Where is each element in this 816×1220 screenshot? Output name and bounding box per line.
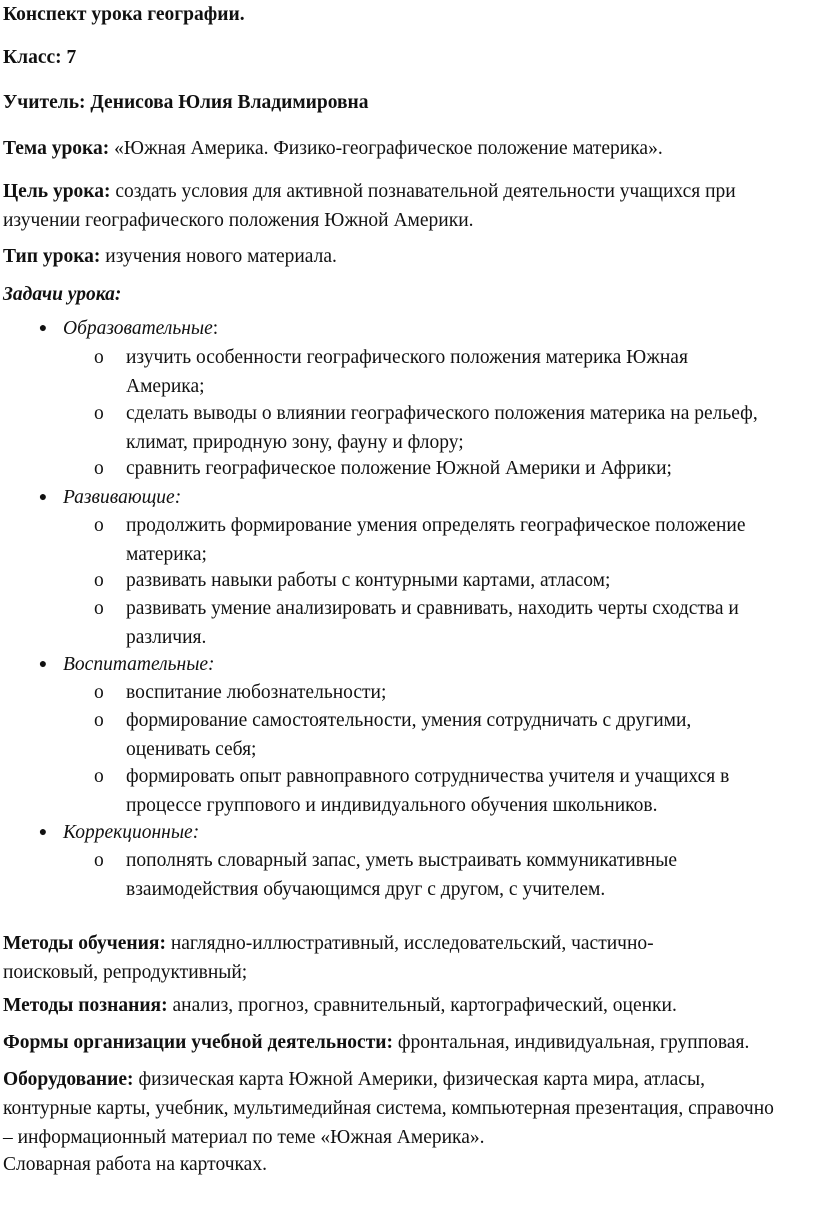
task-category-upbringing: Воспитательные: xyxy=(63,654,215,675)
teacher-value: Денисова Юлия Владимировна xyxy=(90,92,369,113)
cognition-value: анализ, прогноз, сравнительный, картографический, оценки. xyxy=(172,995,677,1016)
equipment-value: физическая карта Южной Америки, физическая карта мира, атласы, контурные карты, учебник, мультимедийная система, компьютерная презентация, справочно – информационный материал по теме «Южная Америка». xyxy=(3,1069,774,1148)
task-item: формирование самостоятельности, умения сотрудничать с другими, оценивать себя; xyxy=(126,710,692,760)
cognition-line xyxy=(3,991,811,1020)
bullet-icon: ● xyxy=(38,657,48,672)
task-category-correctional: Коррекционные: xyxy=(63,822,200,843)
task-item: изучить особенности географического положения материка Южная Америка; xyxy=(126,347,688,397)
methods-value: наглядно-иллюстративный, исследовательский, частично-поисковый, репродуктивный; xyxy=(3,933,654,983)
task-category-developing: Развивающие: xyxy=(63,487,182,508)
bullet-icon: ● xyxy=(38,825,48,840)
forms-label: Формы организации учебной деятельности: xyxy=(3,1032,394,1053)
task-item: развивать умение анализировать и сравнивать, находить черты сходства и различия. xyxy=(126,598,739,648)
equipment-label: Оборудование: xyxy=(3,1069,134,1090)
tasks-heading: Задачи урока: xyxy=(3,284,122,305)
sub-bullet-icon: o xyxy=(94,403,104,424)
document-title: Конспект урока географии. xyxy=(3,4,245,25)
goal-paragraph xyxy=(3,177,803,235)
forms-value: фронтальная, индивидуальная, групповая. xyxy=(397,1032,750,1053)
class-label: Класс: xyxy=(3,47,62,68)
task-item: сравнить географическое положение Южной Америки и Африки; xyxy=(126,458,672,479)
methods-paragraph xyxy=(3,929,723,987)
goal-value: создать условия для активной познавательной деятельности учащихся при изучении географического положения Южной Америки. xyxy=(3,181,736,231)
forms-line xyxy=(3,1028,811,1057)
bullet-icon: ● xyxy=(38,490,48,505)
sub-bullet-icon: o xyxy=(94,850,104,871)
sub-bullet-icon: o xyxy=(94,682,104,703)
class-line xyxy=(3,43,811,72)
class-value: 7 xyxy=(66,47,77,68)
task-item: воспитание любознательности; xyxy=(126,682,387,703)
goal-label: Цель урока: xyxy=(3,181,111,202)
vocabulary-line: Словарная работа на карточках. xyxy=(3,1154,267,1175)
equipment-paragraph xyxy=(3,1065,778,1152)
task-item: развивать навыки работы с контурными картами, атласом; xyxy=(126,570,611,591)
bullet-icon: ● xyxy=(38,321,48,336)
sub-bullet-icon: o xyxy=(94,515,104,536)
task-item: продолжить формирование умения определять географическое положение материка; xyxy=(126,515,746,565)
sub-bullet-icon: o xyxy=(94,458,104,479)
type-value: изучения нового материала. xyxy=(105,246,337,267)
lesson-type-line xyxy=(3,242,811,271)
topic-label: Тема урока: xyxy=(3,138,110,159)
sub-bullet-icon: o xyxy=(94,570,104,591)
topic-value: «Южная Америка. Физико-географическое положение материка». xyxy=(114,138,663,159)
topic-line xyxy=(3,134,811,163)
sub-bullet-icon: o xyxy=(94,766,104,787)
task-item: сделать выводы о влиянии географического положения материка на рельеф, климат, природную зону, фауну и флору; xyxy=(126,403,758,453)
task-category-educational: Образовательные: xyxy=(63,318,219,339)
task-item: формировать опыт равноправного сотрудничества учителя и учащихся в процессе группового и индивидуального обучения школьников. xyxy=(126,766,730,816)
methods-label: Методы обучения: xyxy=(3,933,166,954)
sub-bullet-icon: o xyxy=(94,347,104,368)
teacher-label: Учитель: xyxy=(3,92,86,113)
sub-bullet-icon: o xyxy=(94,710,104,731)
task-item: пополнять словарный запас, уметь выстраивать коммуникативные взаимодействия обучающимся друг с другом, с учителем. xyxy=(126,850,678,900)
cognition-label: Методы познания: xyxy=(3,995,168,1016)
type-label: Тип урока: xyxy=(3,246,101,267)
teacher-line xyxy=(3,88,811,117)
sub-bullet-icon: o xyxy=(94,598,104,619)
